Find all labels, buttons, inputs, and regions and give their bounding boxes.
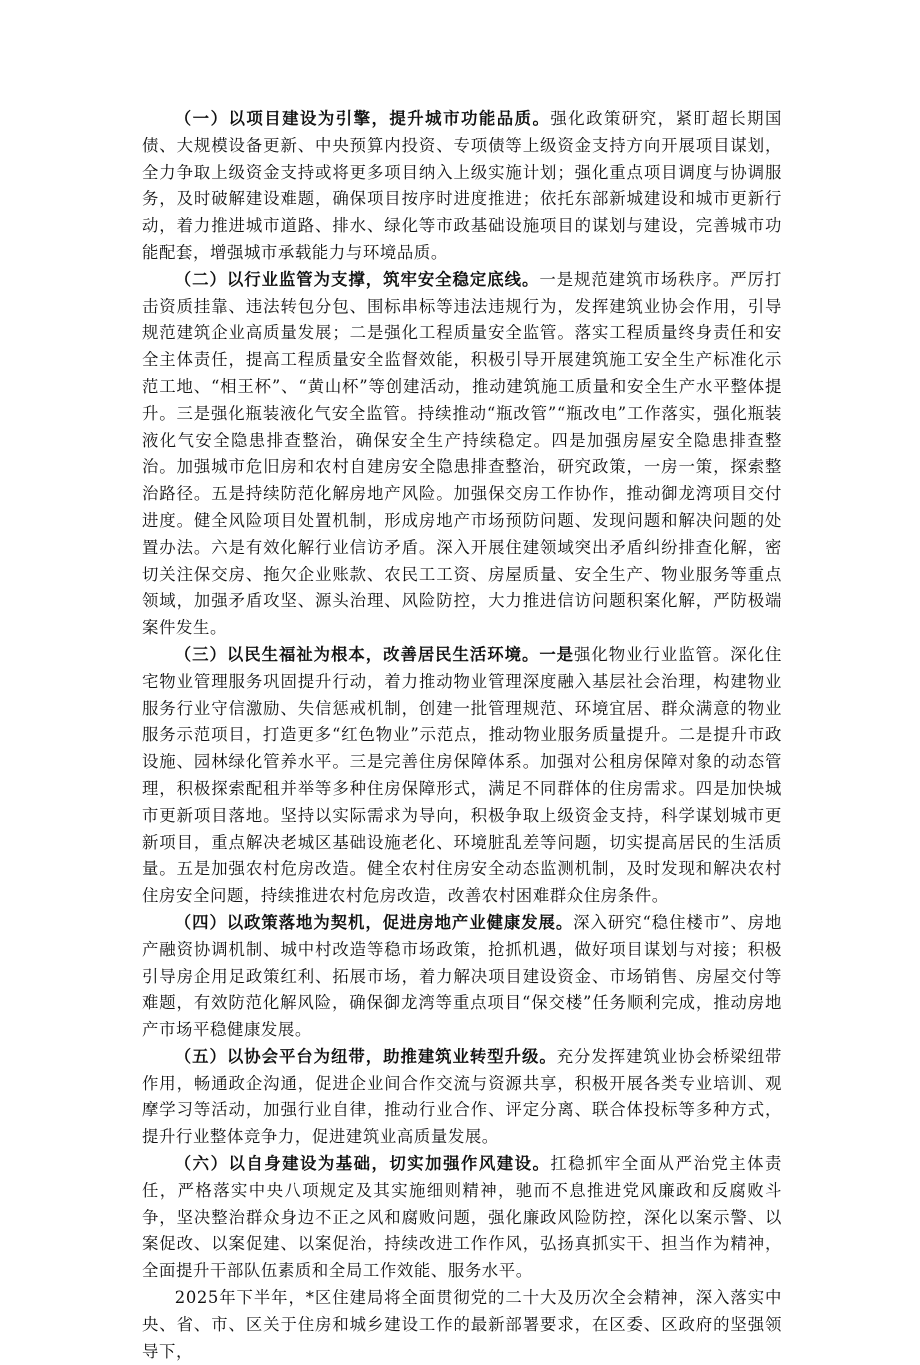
paragraph-heading: （四）以政策落地为契机，促进房地产业健康发展。 bbox=[174, 912, 574, 932]
document-body bbox=[142, 106, 782, 1365]
paragraph-text: 充分发挥建筑业协会桥梁纽带作用，畅通政企沟通，促进企业间合作交流与资源共享，积极开展各类专业培训、观摩学习等活动，加强行业自律，推动行业合作、评定分离、联合体投标等多种方式，提升行业整体竞争力，促进建筑业高质量发展。 bbox=[142, 1046, 782, 1147]
paragraph-second-half-2025 bbox=[142, 1285, 782, 1365]
paragraph-heading: （二）以行业监管为支撑，筑牢安全稳定底线。 bbox=[174, 269, 540, 289]
paragraph-heading: （五）以协会平台为纽带，助推建筑业转型升级。 bbox=[174, 1046, 557, 1066]
paragraph-heading: （三）以民生福祉为根本，改善居民生活环境。一是 bbox=[174, 644, 575, 664]
paragraph-heading: （六）以自身建设为基础，切实加强作风建设。 bbox=[174, 1154, 551, 1174]
paragraph-industry-supervision bbox=[142, 267, 782, 642]
paragraph-text: 2025年下半年，*区住建局将全面贯彻党的二十大及历次全会精神，深入落实中央、省、市、区关于住房和城乡建设工作的最新部署要求，在区委、区政府的坚强领导下， bbox=[142, 1288, 782, 1361]
paragraph-text: 强化物业行业监管。深化住宅物业管理服务巩固提升行动，着力推动物业管理深度融入基层社会治理，构建物业服务行业守信激励、失信惩戒机制，创建一批管理规范、环境宜居、群众满意的物业服务示范项目，打造更多“红色物业”示范点，推动物业服务质量提升。二是提升市政设施、园林绿化管养水平。三是完善住房保障体系。加强对公租房保障对象的动态管理，积极探索配租并举等多种住房保障形式，满足不同群体的住房需求。四是加快城市更新项目落地。坚持以实际需求为导向，积极争取上级资金支持，科学谋划城市更新项目，重点解决老城区基础设施老化、环境脏乱差等问题，切实提高居民的生活质量。五是加强农村危房改造。健全农村住房安全动态监测机制，及时发现和解决农村住房安全问题，持续推进农村危房改造，改善农村困难群众住房条件。 bbox=[142, 644, 782, 906]
paragraph-self-construction bbox=[142, 1151, 782, 1285]
paragraph-project-construction bbox=[142, 106, 782, 267]
paragraph-real-estate-policy bbox=[142, 910, 782, 1044]
paragraph-text: 深入研究“稳住楼市”、房地产融资协调机制、城中村改造等稳市场政策，抢抓机遇，做好项目谋划与对接；积极引导房企用足政策红利、拓展市场，着力解决项目建设资金、市场销售、房屋交付等难题，有效防范化解风险，确保御龙湾等重点项目“保交楼”任务顺利完成，推动房地产市场平稳健康发展。 bbox=[142, 912, 782, 1040]
paragraph-heading: （一）以项目建设为引擎，提升城市功能品质。 bbox=[174, 109, 551, 128]
paragraph-association-platform bbox=[142, 1044, 782, 1151]
paragraph-livelihood bbox=[142, 642, 782, 910]
paragraph-text: 一是规范建筑市场秩序。严厉打击资质挂靠、违法转包分包、围标串标等违法违规行为，发挥建筑业协会作用，引导规范建筑企业高质量发展；二是强化工程质量安全监管。落实工程质量终身责任和安全主体责任，提高工程质量安全监督效能，积极引导开展建筑施工安全生产标准化示范工地、“相王杯”、“黄山杯”等创建活动，推动建筑施工质量和安全生产水平整体提升。三是强化瓶装液化气安全监管。持续推动“瓶改管”“瓶改电”工作落实，强化瓶装液化气安全隐患排查整治，确保安全生产持续稳定。四是加强房屋安全隐患排查整治。加强城市危旧房和农村自建房安全隐患排查整治，研究政策，一房一策，探索整治路径。五是持续防范化解房地产风险。加强保交房工作协作，推动御龙湾项目交付进度。健全风险项目处置机制，形成房地产市场预防问题、发现问题和解决问题的处置办法。六是有效化解行业信访矛盾。深入开展住建领域突出矛盾纠纷排查化解，密切关注保交房、拖欠企业账款、农民工工资、房屋质量、安全生产、物业服务等重点领域，加强矛盾攻坚、源头治理、风险防控，大力推进信访问题积案化解，严防极端案件发生。 bbox=[142, 269, 782, 638]
paragraph-text: 强化政策研究，紧盯超长期国债、大规模设备更新、中央预算内投资、专项债等上级资金支持方向开展项目谋划，全力争取上级资金支持或将更多项目纳入上级实施计划；强化重点项目调度与协调服务，及时破解建设难题，确保项目按序时进度推进；依托东部新城建设和城市更新行动，着力推进城市道路、排水、绿化等市政基础设施项目的谋划与建设，完善城市功能配套，增强城市承载能力与环境品质。 bbox=[142, 109, 782, 262]
paragraph-text: 扛稳抓牢全面从严治党主体责任，严格落实中央八项规定及其实施细则精神，驰而不息推进党风廉政和反腐败斗争，坚决整治群众身边不正之风和腐败问题，强化廉政风险防控，深化以案示警、以案促改、以案促建、以案促治，持续改进工作作风，弘扬真抓实干、担当作为精神，全面提升干部队伍素质和全局工作效能、服务水平。 bbox=[142, 1154, 782, 1281]
